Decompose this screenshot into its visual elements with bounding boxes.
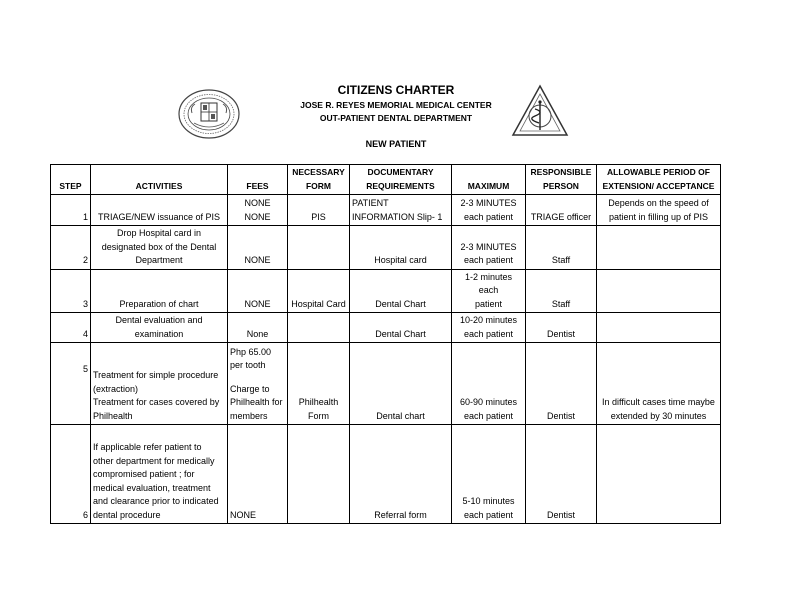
section-title: NEW PATIENT — [365, 139, 427, 149]
form-cell: Hospital Card — [288, 269, 350, 313]
activity-cell — [91, 226, 228, 270]
step-number: 1 — [51, 195, 91, 226]
form-cell — [288, 343, 350, 425]
col-header-step: STEP — [51, 165, 91, 195]
person-cell: Staff — [526, 226, 597, 270]
max-line: 60-90 minutes — [459, 397, 518, 407]
max-line: patient — [474, 298, 503, 309]
max-line: 5-10 minutes — [462, 496, 515, 506]
fees-cell — [228, 195, 288, 226]
allowable-line: patient in filling up of PIS — [608, 211, 709, 222]
max-line: each patient — [463, 255, 514, 265]
max-line: 2-3 MINUTES — [460, 198, 517, 208]
doc-cell: Dental Chart — [350, 269, 452, 313]
col-header-allowable — [597, 165, 721, 195]
table-row — [51, 195, 721, 226]
col-header-necessary-form — [288, 165, 350, 195]
max-line: each patient — [463, 211, 514, 222]
activity-line: and clearance prior to indicated — [93, 496, 219, 506]
doc-cell: Hospital card — [350, 226, 452, 270]
allowable-cell — [597, 313, 721, 343]
form-cell — [288, 313, 350, 343]
page-title: CITIZENS CHARTER — [337, 83, 455, 97]
fees-line: Php 65.00 — [230, 346, 272, 357]
allowable-line: Depends on the speed of — [608, 198, 709, 208]
max-line: each patient — [463, 410, 514, 421]
table-row — [51, 425, 721, 524]
col-header-responsible-line1: RESPONSIBLE — [530, 167, 592, 177]
table-row — [51, 343, 721, 425]
col-header-necessary-line1: NECESSARY — [292, 167, 345, 177]
activity-line: Department — [135, 255, 183, 265]
person-cell: Staff — [526, 269, 597, 313]
activity-line: Dental evaluation and — [115, 315, 203, 325]
step-number: 3 — [51, 269, 91, 313]
fees-line: NONE — [244, 198, 271, 208]
max-line: 1-2 minutes each — [464, 271, 513, 295]
allowable-line: extended by 30 minutes — [610, 410, 707, 421]
doc-line: INFORMATION Slip- 1 — [352, 211, 443, 222]
max-cell — [452, 195, 526, 226]
allowable-cell — [597, 226, 721, 270]
activity-line: (extraction) — [93, 383, 139, 394]
fees-line: NONE — [244, 211, 271, 222]
doc-cell: Dental chart — [350, 343, 452, 425]
col-header-activities: ACTIVITIES — [91, 165, 228, 195]
activity-cell — [91, 313, 228, 343]
table-row — [51, 269, 721, 313]
step-number: 4 — [51, 313, 91, 343]
form-cell — [288, 226, 350, 270]
step-number: 2 — [51, 226, 91, 270]
fees-line: per tooth — [230, 360, 266, 370]
fees-cell: NONE — [228, 425, 288, 524]
fees-line: Philhealth for — [230, 397, 283, 407]
max-line: 10-20 minutes — [459, 315, 518, 325]
step-number: 5 — [51, 343, 91, 425]
department-name: OUT-PATIENT DENTAL DEPARTMENT — [319, 113, 473, 123]
activity-line: Drop Hospital card in — [116, 228, 202, 238]
col-header-necessary-line2: FORM — [305, 180, 332, 191]
col-header-allowable-line1: ALLOWABLE PERIOD OF — [607, 167, 710, 177]
activity-line: Treatment for simple procedure — [93, 370, 219, 380]
activity-line: dental procedure — [93, 509, 161, 520]
max-cell — [452, 343, 526, 425]
max-cell — [452, 313, 526, 343]
col-header-documentary-line1: DOCUMENTARY — [367, 167, 434, 177]
max-cell — [452, 425, 526, 524]
fees-cell — [228, 343, 288, 425]
activity-cell: TRIAGE/NEW issuance of PIS — [91, 195, 228, 226]
col-header-maximum: MAXIMUM — [452, 165, 526, 195]
activity-line: compromised patient ; for — [93, 469, 195, 479]
allowable-cell — [597, 343, 721, 425]
activity-line: If applicable refer patient to — [93, 442, 202, 452]
dental-emblem-logo — [509, 83, 571, 141]
allowable-cell — [597, 269, 721, 313]
max-line: each patient — [463, 509, 514, 520]
activity-line: examination — [134, 328, 184, 339]
person-cell: TRIAGE officer — [526, 195, 597, 226]
activity-line: Philhealth — [93, 410, 133, 421]
col-header-documentary — [350, 165, 452, 195]
form-line: Philhealth — [298, 397, 339, 407]
activity-cell: Preparation of chart — [91, 269, 228, 313]
doc-cell: Referral form — [350, 425, 452, 524]
activity-line: designated box of the Dental — [101, 241, 217, 252]
citizens-charter-table — [50, 164, 721, 524]
hospital-seal-logo — [178, 89, 240, 139]
activity-cell — [91, 343, 228, 425]
max-cell — [452, 226, 526, 270]
doc-line: PATIENT — [352, 198, 389, 208]
col-header-responsible — [526, 165, 597, 195]
allowable-line: In difficult cases time maybe — [602, 397, 715, 407]
hospital-name: JOSE R. REYES MEMORIAL MEDICAL CENTER — [300, 100, 492, 110]
doc-cell — [350, 195, 452, 226]
fees-cell: NONE — [228, 269, 288, 313]
fees-line: members — [230, 410, 268, 421]
person-cell: Dentist — [526, 425, 597, 524]
form-cell: PIS — [288, 195, 350, 226]
allowable-cell — [597, 195, 721, 226]
activity-cell — [91, 425, 228, 524]
allowable-cell — [597, 425, 721, 524]
max-line: each patient — [463, 328, 514, 339]
table-header-row — [51, 165, 721, 195]
person-cell: Dentist — [526, 313, 597, 343]
form-line: Form — [308, 410, 329, 421]
max-line: 2-3 MINUTES — [460, 241, 517, 252]
form-cell — [288, 425, 350, 524]
fees-line: Charge to — [230, 383, 270, 394]
activity-line: Treatment for cases covered by — [93, 397, 220, 407]
col-header-documentary-line2: REQUIREMENTS — [366, 180, 435, 191]
doc-cell: Dental Chart — [350, 313, 452, 343]
col-header-allowable-line2: EXTENSION/ ACCEPTANCE — [602, 180, 715, 191]
activity-line: other department for medically — [93, 455, 215, 466]
table-row — [51, 226, 721, 270]
fees-cell: None — [228, 313, 288, 343]
max-cell — [452, 269, 526, 313]
fees-cell: NONE — [228, 226, 288, 270]
col-header-fees: FEES — [228, 165, 288, 195]
person-cell: Dentist — [526, 343, 597, 425]
step-number: 6 — [51, 425, 91, 524]
activity-line: medical evaluation, treatment — [93, 482, 211, 493]
table-row — [51, 313, 721, 343]
col-header-responsible-line2: PERSON — [543, 180, 579, 191]
